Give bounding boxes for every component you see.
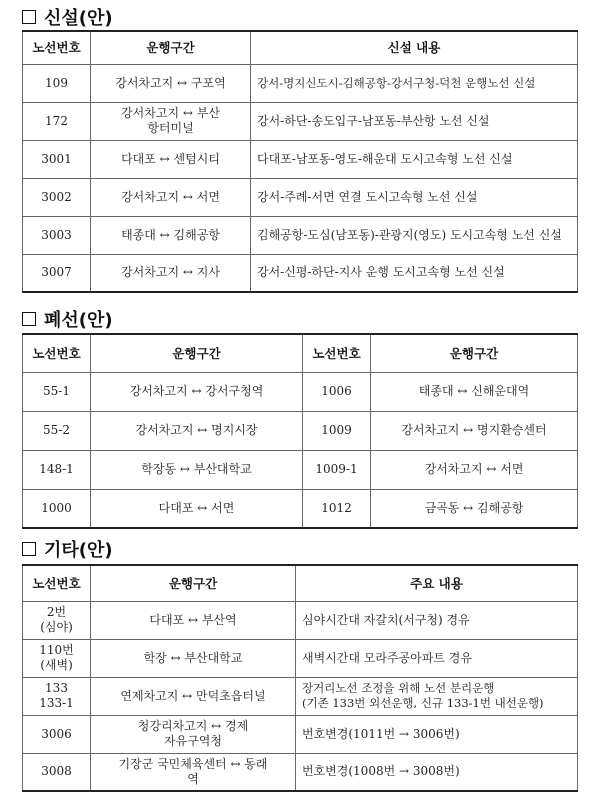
checkbox-square-icon <box>22 312 36 326</box>
header-route-section: 운행구간 <box>91 565 296 601</box>
closed-routes-table <box>22 333 578 529</box>
route-section: 금곡동 ↔ 김해공항 <box>371 489 578 528</box>
table-row <box>23 102 578 140</box>
route-number: 3006 <box>23 715 91 753</box>
route-section: 태종대 ↔ 김해공항 <box>91 216 251 254</box>
section-title-new-text: 신설(안) <box>44 8 113 29</box>
table-row <box>23 677 578 715</box>
route-description: 강서-하단-송도입구-남포동-부산항 노선 신설 <box>251 102 578 140</box>
route-number: 55-1 <box>23 372 91 411</box>
route-number: 3001 <box>23 140 91 178</box>
table-row <box>23 601 578 639</box>
route-section: 다대포 ↔ 부산역 <box>91 601 296 639</box>
header-route-number: 노선번호 <box>23 334 91 372</box>
route-description: 강서-신평-하단-지사 운행 도시고속형 노선 신설 <box>251 254 578 292</box>
section-title-new <box>22 4 113 30</box>
route-description: 번호변경(1008번 → 3008번) <box>296 753 578 791</box>
route-number: 133 133-1 <box>23 677 91 715</box>
header-route-section: 운행구간 <box>91 334 303 372</box>
header-route-number: 노선번호 <box>23 31 91 64</box>
table-row <box>23 450 578 489</box>
header-route-section: 운행구간 <box>91 31 251 64</box>
section-title-closed-text: 폐선(안) <box>44 310 113 331</box>
section-title-other <box>22 536 113 562</box>
route-section-text: 청강리차고지 ↔ 경제자유구역청 <box>137 719 249 748</box>
route-description: 강서-주례-서면 연결 도시고속형 노선 신설 <box>251 178 578 216</box>
route-section: 강서차고지 ↔ 서면 <box>91 178 251 216</box>
table-row <box>23 639 578 677</box>
section-title-closed <box>22 306 113 332</box>
route-section: 강서차고지 ↔ 명지환승센터 <box>371 411 578 450</box>
header-route-number: 노선번호 <box>23 565 91 601</box>
route-number: 1009-1 <box>303 450 371 489</box>
checkbox-square-icon <box>22 10 36 24</box>
table-row <box>23 715 578 753</box>
checkbox-square-icon <box>22 542 36 556</box>
route-number: 3003 <box>23 216 91 254</box>
route-number: 1006 <box>303 372 371 411</box>
route-description: 장거리노선 조정을 위해 노선 분리운행 (기존 133번 외선운행, 신규 133-1번 내선운행) <box>296 677 578 715</box>
route-section <box>91 102 251 140</box>
table-row <box>23 254 578 292</box>
table-row <box>23 178 578 216</box>
route-number: 55-2 <box>23 411 91 450</box>
table-row <box>23 753 578 791</box>
route-number: 1009 <box>303 411 371 450</box>
route-section: 강서차고지 ↔ 서면 <box>371 450 578 489</box>
table-row <box>23 64 578 102</box>
route-description: 심야시간대 자갈치(서구청) 경유 <box>296 601 578 639</box>
route-section <box>91 753 296 791</box>
route-section: 다대포 ↔ 서면 <box>91 489 303 528</box>
route-section: 강서차고지 ↔ 강서구청역 <box>91 372 303 411</box>
route-section: 강서차고지 ↔ 구포역 <box>91 64 251 102</box>
route-number: 3002 <box>23 178 91 216</box>
other-routes-table <box>22 564 578 792</box>
route-section: 연제차고지 ↔ 만덕초읍터널 <box>91 677 296 715</box>
route-number: 2번 (심야) <box>23 601 91 639</box>
table-row <box>23 411 578 450</box>
route-number: 148-1 <box>23 450 91 489</box>
section-title-other-text: 기타(안) <box>44 540 113 561</box>
new-routes-table <box>22 30 578 293</box>
route-description: 김해공항-도심(남포동)-관광지(영도) 도시고속형 노선 신설 <box>251 216 578 254</box>
route-number: 1000 <box>23 489 91 528</box>
route-number: 110번 (새벽) <box>23 639 91 677</box>
route-section: 학장 ↔ 부산대학교 <box>91 639 296 677</box>
route-number: 3007 <box>23 254 91 292</box>
route-number: 3008 <box>23 753 91 791</box>
table-row <box>23 140 578 178</box>
route-description: 다대포-남포동-영도-해운대 도시고속형 노선 신설 <box>251 140 578 178</box>
route-number: 1012 <box>303 489 371 528</box>
route-section: 강서차고지 ↔ 명지시장 <box>91 411 303 450</box>
table-row <box>23 372 578 411</box>
table-row <box>23 216 578 254</box>
header-route-section-2: 운행구간 <box>371 334 578 372</box>
route-number: 172 <box>23 102 91 140</box>
route-section-text: 기장군 국민체육센터 ↔ 동래역 <box>118 756 268 786</box>
route-section: 학장동 ↔ 부산대학교 <box>91 450 303 489</box>
header-new-content: 신설 내용 <box>251 31 578 64</box>
table-row <box>23 489 578 528</box>
route-number: 109 <box>23 64 91 102</box>
route-section-text: 강서차고지 ↔ 부산항터미널 <box>121 106 220 135</box>
route-section <box>91 715 296 753</box>
route-description: 강서-명지신도시-김해공항-강서구청-덕천 운행노선 신설 <box>251 64 578 102</box>
route-section: 다대포 ↔ 센텀시티 <box>91 140 251 178</box>
route-description: 새벽시간대 모라주공아파트 경유 <box>296 639 578 677</box>
header-route-number-2: 노선번호 <box>303 334 371 372</box>
header-main-content: 주요 내용 <box>296 565 578 601</box>
route-description: 번호변경(1011번 → 3006번) <box>296 715 578 753</box>
route-section: 태종대 ↔ 신해운대역 <box>371 372 578 411</box>
route-section: 강서차고지 ↔ 지사 <box>91 254 251 292</box>
